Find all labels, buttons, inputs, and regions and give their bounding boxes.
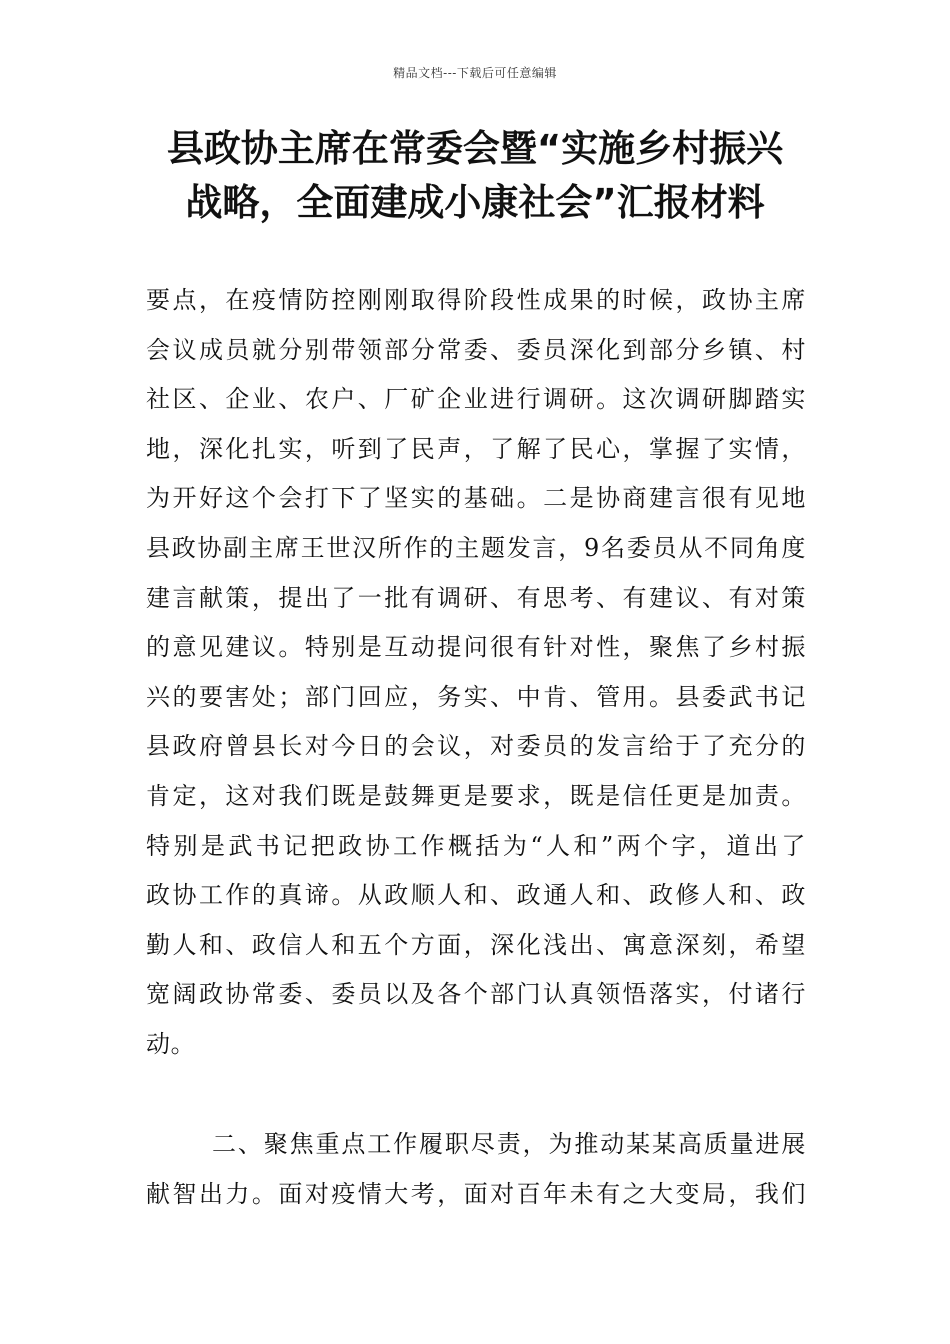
paragraph-2 — [146, 1120, 806, 1219]
text-line: 社区、企业、农户、厂矿企业进行调研。这次调研脚踏实 — [146, 385, 806, 414]
text-line: 为开好这个会打下了坚实的基础。二是协商建言很有见地 — [146, 484, 806, 513]
text-line: 会议成员就分别带领部分常委、委员深化到部分乡镇、村 — [146, 335, 806, 364]
document-title — [120, 122, 830, 230]
paragraph-1 — [146, 276, 806, 1070]
text-line: 地，深化扎实，听到了民声，了解了民心，掌握了实情， — [146, 434, 806, 463]
text-line: 政协工作的真谛。从政顺人和、政通人和、政修人和、政 — [146, 881, 806, 910]
text-line: 要点，在疫情防控刚刚取得阶段性成果的时候，政协主席 — [146, 286, 806, 314]
text-line: 县政府曾县长对今日的会议，对委员的发言给于了充分的 — [146, 732, 806, 761]
title-line: 县政协主席在常委会暨“实施乡村振兴 — [166, 127, 784, 170]
header-note: 精品文档---下载后可任意编辑 — [393, 66, 557, 80]
text-line: 二、聚焦重点工作履职尽责，为推动某某高质量进展 — [212, 1130, 806, 1158]
text-line: 县政协副主席王世汉所作的主题发言，9名委员从不同角度 — [146, 533, 806, 562]
text-line: 动。 — [146, 1029, 196, 1058]
text-line: 的意见建议。特别是互动提问很有针对性，聚焦了乡村振 — [146, 633, 806, 662]
text-line: 宽阔政协常委、委员以及各个部门认真领悟落实，付诸行 — [146, 980, 806, 1009]
text-line: 建言献策，提出了一批有调研、有思考、有建议、有对策 — [146, 583, 806, 612]
text-line: 特别是武书记把政协工作概括为“人和”两个字，道出了 — [146, 831, 806, 860]
text-line: 兴的要害处；部门回应，务实、中肯、管用。县委武书记 — [146, 682, 806, 711]
text-line: 肯定，这对我们既是鼓舞更是要求，既是信任更是加责。 — [146, 781, 806, 810]
text-line: 献智出力。面对疫情大考，面对百年未有之大变局，我们 — [146, 1179, 806, 1208]
text-line: 勤人和、政信人和五个方面，深化浅出、寓意深刻，希望 — [146, 930, 806, 959]
title-line: 战略，全面建成小康社会”汇报材料 — [185, 181, 765, 224]
